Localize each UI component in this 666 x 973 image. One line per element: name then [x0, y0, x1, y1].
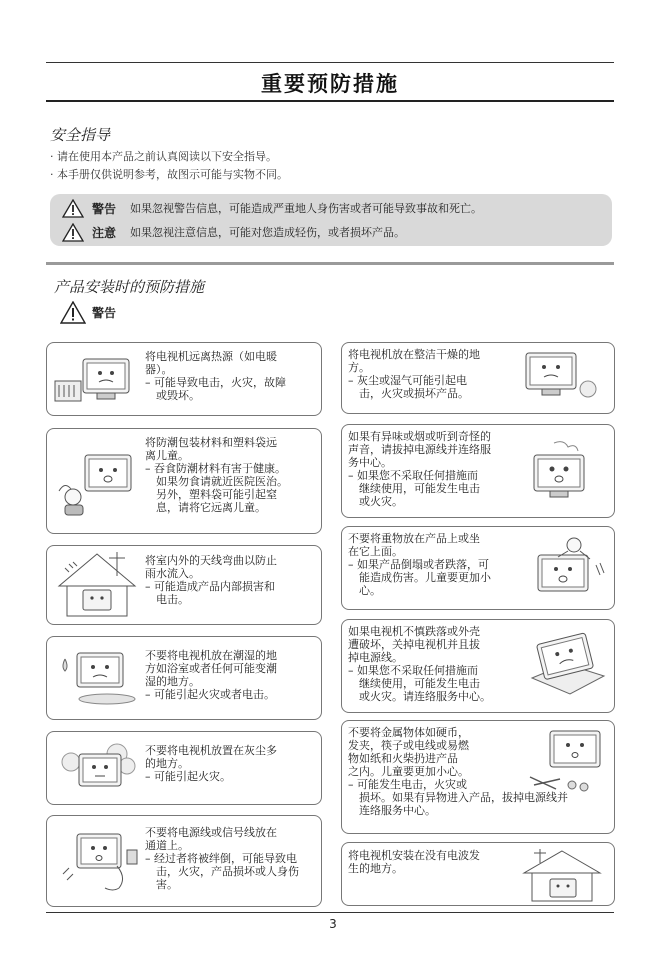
section-rule	[46, 262, 614, 265]
left-box-antenna-text: 将室内外的天线弯曲以防止 雨水流入。 – 可能造成产品内部损害和 电击。	[145, 554, 277, 606]
install-warning	[60, 301, 116, 324]
tv-heater-illustration	[53, 351, 133, 407]
tv-dust-illustration	[57, 740, 141, 798]
left-box-cable-text: 不要将电源线或信号线放在 通道上。 – 经过者将被绊倒，可能导致电 击，火灾，产品损坏或人身伤 害。	[145, 826, 299, 891]
notice-warning-text: 如果忽视警告信息，可能造成严重地人身伤害或者可能导致事故和死亡。	[130, 202, 483, 215]
bottom-rule	[46, 912, 614, 913]
tv-power-cord-illustration	[57, 828, 141, 894]
right-box-metal-objects	[341, 720, 615, 834]
safety-line-1: · 请在使用本产品之前认真阅读以下安全指导。	[50, 150, 277, 163]
top-rule	[46, 62, 614, 63]
left-box-humidity-text: 不要将电视机放在潮湿的地 方如浴室或者任何可能变潮 湿的地方。 – 可能引起火灾或者电击。	[145, 649, 277, 701]
safety-line-2: · 本手册仅供说明参考，故图示可能与实物不同。	[50, 168, 288, 181]
tv-smoke-illustration	[524, 439, 604, 505]
tv-fallen-illustration	[526, 632, 608, 704]
page-title: 重要预防措施	[261, 72, 399, 96]
title-rule	[46, 100, 614, 102]
right-box-dropped	[341, 619, 615, 713]
child-plastic-bag-illustration	[57, 451, 137, 517]
house-tv-antenna-illustration	[520, 847, 606, 903]
notice-warning-label: 警告	[92, 201, 117, 216]
right-box-heavy-objects-text: 不要将重物放在产品上或坐 在它上面。 – 如果产品倒塌或者跌落，可 能造成伤害。儿童要更加小 心。	[348, 532, 491, 597]
tv-clean-dry-illustration	[522, 349, 606, 407]
warning-triangle-icon	[62, 223, 84, 242]
notice-caution-row	[62, 221, 405, 243]
house-antenna-illustration	[55, 550, 139, 620]
left-box-cable	[46, 815, 322, 907]
right-box-smell-smoke-text: 如果有异味或烟或听到奇怪的 声音，请拔掉电源线并连络服 务中心。 – 如果您不采取任何措施而 继续使用，可能发生电击 或火灾。	[348, 430, 491, 508]
safety-heading: 安全指导	[50, 126, 111, 144]
left-box-humidity	[46, 636, 322, 720]
notice-panel	[50, 194, 612, 246]
notice-warning-row	[62, 197, 482, 219]
page-number: 3	[329, 917, 337, 931]
right-box-smell-smoke	[341, 424, 615, 518]
right-box-radio-waves-text: 将电视机安装在没有电波发 生的地方。	[348, 849, 480, 875]
tv-water-illustration	[57, 649, 141, 707]
warning-triangle-icon	[60, 301, 86, 324]
right-box-heavy-objects	[341, 526, 615, 610]
notice-caution-text: 如果忽视注意信息，可能对您造成轻伤，或者损坏产品。	[130, 226, 406, 239]
child-climbing-tv-illustration	[528, 535, 608, 601]
right-box-dry-place	[341, 342, 615, 414]
notice-caution-label: 注意	[92, 225, 117, 240]
right-box-dry-place-text: 将电视机放在整洁干燥的地 方。 – 灰尘或湿气可能引起电 击，火灾或损坏产品。	[348, 348, 480, 400]
left-box-dust-text: 不要将电视机放置在灰尘多 的地方。 – 可能引起火灾。	[145, 744, 277, 783]
left-box-heat-source-text: 将电视机远离热源（如电暖 器）。 – 可能导致电击，火灾，故障 或毁坏。	[145, 350, 286, 402]
left-box-dust	[46, 731, 322, 805]
install-warning-label: 警告	[92, 306, 117, 320]
install-heading: 产品安装时的预防措施	[54, 278, 205, 296]
right-box-radio-waves	[341, 842, 615, 906]
left-box-heat-source	[46, 342, 322, 416]
left-box-antenna	[46, 545, 322, 625]
left-box-packaging-text: 将防潮包装材料和塑料袋远 离儿童。 – 吞食防潮材料有害于健康。 如果勿食请就近医院医治。 另外，塑料袋可能引起窒 息，请将它远离儿童。	[145, 436, 288, 514]
warning-triangle-icon	[62, 199, 84, 218]
right-box-metal-objects-text: 不要将金属物体如硬币， 发夹，筷子或电线或易燃 物如纸和火柴扔进产品 之内。儿童要更加小心。 – 可能发生电击，火灾或 损坏。如果有异物进入产品，拔掉电源线并 连络服务中心。	[348, 726, 568, 817]
right-box-dropped-text: 如果电视机不慎跌落或外壳 遭破坏，关掉电视机并且拔 掉电源线。 – 如果您不采取任何措施而 继续使用，可能发生电击 或火灾。请连络服务中心。	[348, 625, 491, 703]
left-box-packaging	[46, 428, 322, 534]
